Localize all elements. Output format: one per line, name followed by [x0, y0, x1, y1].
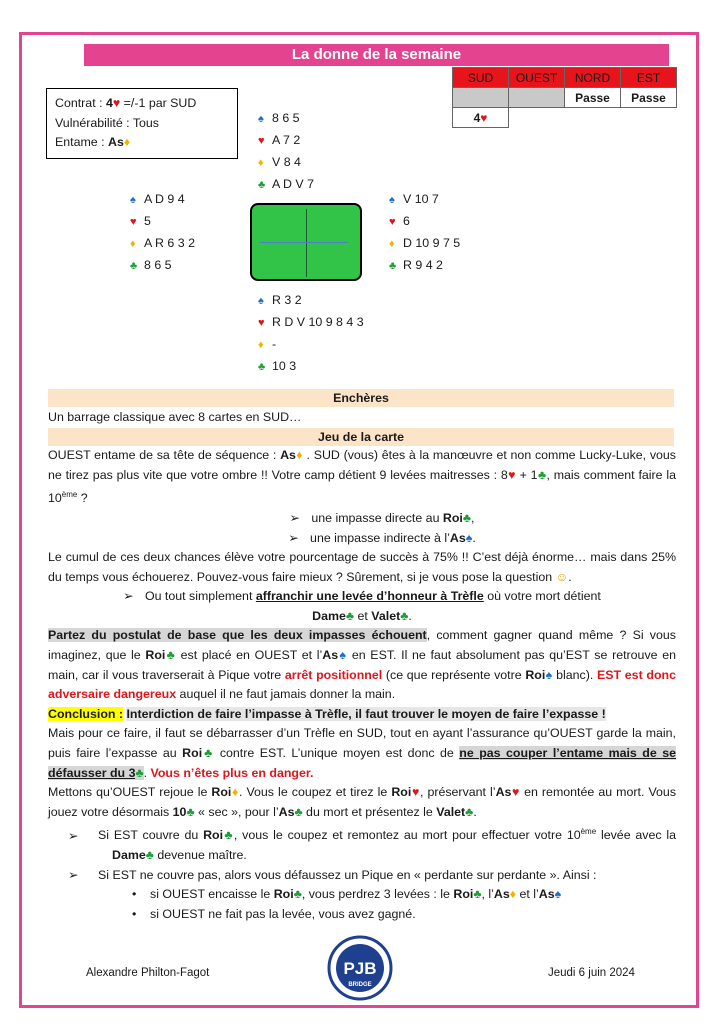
spade-icon: ♠ — [258, 295, 264, 307]
spade-icon: ♠ — [130, 194, 136, 206]
club-icon: ♣ — [130, 260, 138, 272]
bid-header-ouest: OUEST — [509, 68, 565, 88]
bid-header-est: EST — [621, 68, 677, 88]
heart-icon: ♥ — [130, 216, 137, 228]
heart-icon: ♥ — [389, 216, 396, 228]
lead-card: As — [108, 135, 124, 149]
spade-icon: ♠ — [389, 194, 395, 206]
author: Alexandre Philton-Fagot — [86, 967, 210, 979]
lead-label: Entame : — [55, 135, 109, 149]
date: Jeudi 6 juin 2024 — [548, 967, 635, 979]
encheres-text: Un barrage classique avec 8 cartes en SUD… — [48, 410, 302, 424]
hand-east: ♠ V 10 7 ♥ 6 ♦ D 10 9 7 5 ♣ R 9 4 2 — [389, 189, 460, 277]
svg-text:PJB: PJB — [343, 959, 377, 978]
bid-cell: 4♥ — [453, 108, 509, 128]
bid-cell — [453, 88, 509, 108]
section-jeu: Jeu de la carte — [48, 428, 674, 446]
diamond-icon: ♦ — [123, 135, 131, 149]
bid-header-sud: SUD — [453, 68, 509, 88]
club-icon: ♣ — [258, 179, 266, 191]
heart-icon: ♥ — [480, 110, 488, 125]
contract-label: Contrat : — [55, 96, 106, 110]
contract-bid: 4 — [105, 96, 113, 110]
bid-header-nord: NORD — [565, 68, 621, 88]
bid-cell: Passe — [621, 88, 677, 108]
heart-icon: ♥ — [112, 96, 121, 110]
spade-icon: ♠ — [258, 113, 264, 125]
diamond-icon: ♦ — [130, 238, 136, 250]
vulnerability: Vulnérabilité : Tous — [55, 115, 160, 130]
heart-icon: ♥ — [258, 317, 265, 329]
club-logo — [327, 935, 393, 1001]
bidding-table — [452, 67, 677, 128]
page-title: La donne de la semaine — [84, 44, 669, 66]
heart-icon: ♥ — [258, 135, 265, 147]
contract-result: =/-1 par SUD — [120, 96, 197, 110]
section-encheres: Enchères — [48, 389, 674, 407]
club-icon: ♣ — [258, 361, 266, 373]
hand-north: ♠ 8 6 5 ♥ A 7 2 ♦ V 8 4 ♣ A D V 7 — [258, 108, 314, 196]
bid-cell: Passe — [565, 88, 621, 108]
svg-text:BRIDGE: BRIDGE — [348, 982, 372, 988]
hand-west: ♠ A D 9 4 ♥ 5 ♦ A R 6 3 2 ♣ 8 6 5 — [130, 189, 195, 277]
club-icon: ♣ — [389, 260, 397, 272]
hand-south: ♠ R 3 2 ♥ R D V 10 9 8 4 3 ♦ - ♣ 10 3 — [258, 290, 364, 378]
bridge-table — [250, 203, 362, 281]
contract-box — [46, 88, 238, 159]
diamond-icon: ♦ — [258, 339, 264, 351]
diamond-icon: ♦ — [389, 238, 395, 250]
body-text: OUEST entame de sa tête de séquence : As♦ . SUD (vous) êtes à la manœuvre et non comme Lucky-Luke, vous ne tirez pas plus vite que votre ombre !! Votre camp détient 9 levées maitresses : 8♥ + 1♣, mais comment faire la 10ème ? ➢ une impasse directe au Roi♣, ➢ une impasse indirecte à l’As♠. Le cumul de ces deux chances élève votre pourcentage de succès à 75% !! C’est déjà énorme… mais dans 25% du temps vous échouerez. Pouvez-vous faire mieux ? Sûrement, si je vous pose la question ☺. ➢ Ou tout simplement affranchir une levée d’honneur à Trèfle où votre mort détient Dame♣ et Valet♣. Partez du postulat de base que les deux impasses échouent, comment gagner quand même ? Si vous imaginez, que le Roi♣ est placé en OUEST et l’As♠ en EST. Il ne faut absolument pas qu’EST se retrouve en main, car il vous traverserait à Pique votre arrêt positionnel (ce que représente votre Roi♠ blanc). EST est donc adversaire dangereux auquel il ne faut jamais donner la main. Conclusion : Interdiction de faire l’impasse à Trèfle, il faut trouver le moyen de faire l’expasse ! Mais pour ce faire, il faut se débarrasser d’un Trèfle en SUD, tout en ayant l’assurance qu’OUEST garde la main, puis faire l’expasse au Roi♣ contre EST. L’unique moyen est donc de ne pas couper l’entame mais de se défausser du 3♣. Vous n’êtes plus en danger. Mettons qu’OUEST rejoue le Roi♦. Vous le coupez et tirez le Roi♥, préservant l’As♥ en remontée au mort. Vous jouez votre désormais 10♣ « sec », pour l’As♣ du mort et présentez le Valet♣. ➢ Si EST couvre du Roi♣, vous le coupez et remontez au mort pour effectuer votre 10ème levée avec la Dame♣ devenue maître. ➢ Si EST ne couvre pas, alors vous défaussez un Pique en « perdante sur perdante ». Ainsi : • si OUEST encaisse le Roi♣, vous perdrez 3 levées : le Roi♣, l’As♦ et l’As♠ • si OUEST ne fait pas la levée, vous avez gagné. — [48, 448, 677, 921]
diamond-icon: ♦ — [258, 157, 264, 169]
bid-cell — [509, 88, 565, 108]
